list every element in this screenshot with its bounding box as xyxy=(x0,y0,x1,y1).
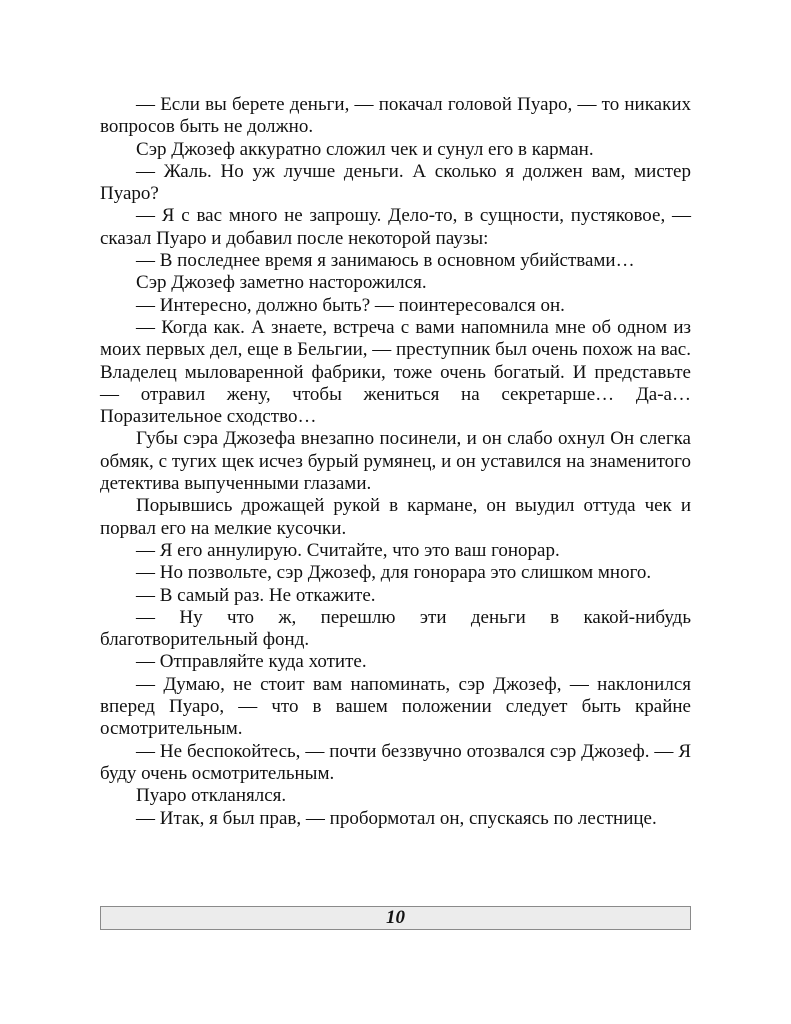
paragraph: — Но позвольте, сэр Джозеф, для гонорара это слишком много. xyxy=(136,562,652,584)
page-number: 10 xyxy=(386,907,405,928)
paragraph: Губы сэра Джозефа внезапно посинели, и он слабо охнул Он слегка обмяк, с тугих щек исчез бурый румянец, и он уставился на знаменитого детектива выпученными глазами. xyxy=(100,428,691,495)
paragraph: Сэр Джозеф заметно насторожился. xyxy=(136,272,427,294)
paragraph: Сэр Джозеф аккуратно сложил чек и сунул его в карман. xyxy=(136,138,594,160)
page-footer xyxy=(100,906,691,930)
paragraph: — Ну что ж, перешлю эти деньги в какой-нибудь благотворительный фонд. xyxy=(100,606,691,651)
paragraph: — Жаль. Но уж лучше деньги. А сколько я должен вам, мистер Пуаро? xyxy=(100,160,691,205)
paragraph: — В последнее время я занимаюсь в основном убийствами… xyxy=(136,250,635,272)
paragraph: — Отправляйте куда хотите. xyxy=(136,651,367,673)
paragraph: — Интересно, должно быть? — поинтересовался он. xyxy=(136,294,565,316)
paragraph: — Я с вас много не запрошу. Дело-то, в сущности, пустяковое, — сказал Пуаро и добавил после некоторой паузы: xyxy=(100,205,691,249)
paragraph: — Итак, я был прав, — пробормотал он, спускаясь по лестнице. xyxy=(136,807,657,829)
paragraph: — Я его аннулирую. Считайте, что это ваш гонорар. xyxy=(136,539,560,561)
paragraph: — Думаю, не стоит вам напоминать, сэр Джозеф, — наклонился вперед Пуаро, — что в вашем положении следует быть крайне осмотрительным. xyxy=(100,673,691,740)
paragraph: — Не беспокойтесь, — почти беззвучно отозвался сэр Джозеф. — Я буду очень осмотрительным. xyxy=(100,740,691,784)
paragraph: Пуаро откланялся. xyxy=(136,785,287,807)
paragraph: Порывшись дрожащей рукой в кармане, он выудил оттуда чек и порвал его на мелкие кусочки. xyxy=(100,495,691,539)
paragraph: — Когда как. А знаете, встреча с вами напомнила мне об одном из моих первых дел, еще в Бельгии, — преступник был очень похож на вас. Владелец мыловаренной фабрики, тоже очень богатый. И представьте — отравил жену, чтобы жениться на секретарше… Да-а… Поразительное сходство… xyxy=(100,316,691,428)
paragraph: — Если вы берете деньги, — покачал головой Пуаро, — то никаких вопросов быть не должно. xyxy=(100,94,691,138)
page-text xyxy=(100,94,691,830)
paragraph: — В самый раз. Не откажите. xyxy=(136,584,376,606)
